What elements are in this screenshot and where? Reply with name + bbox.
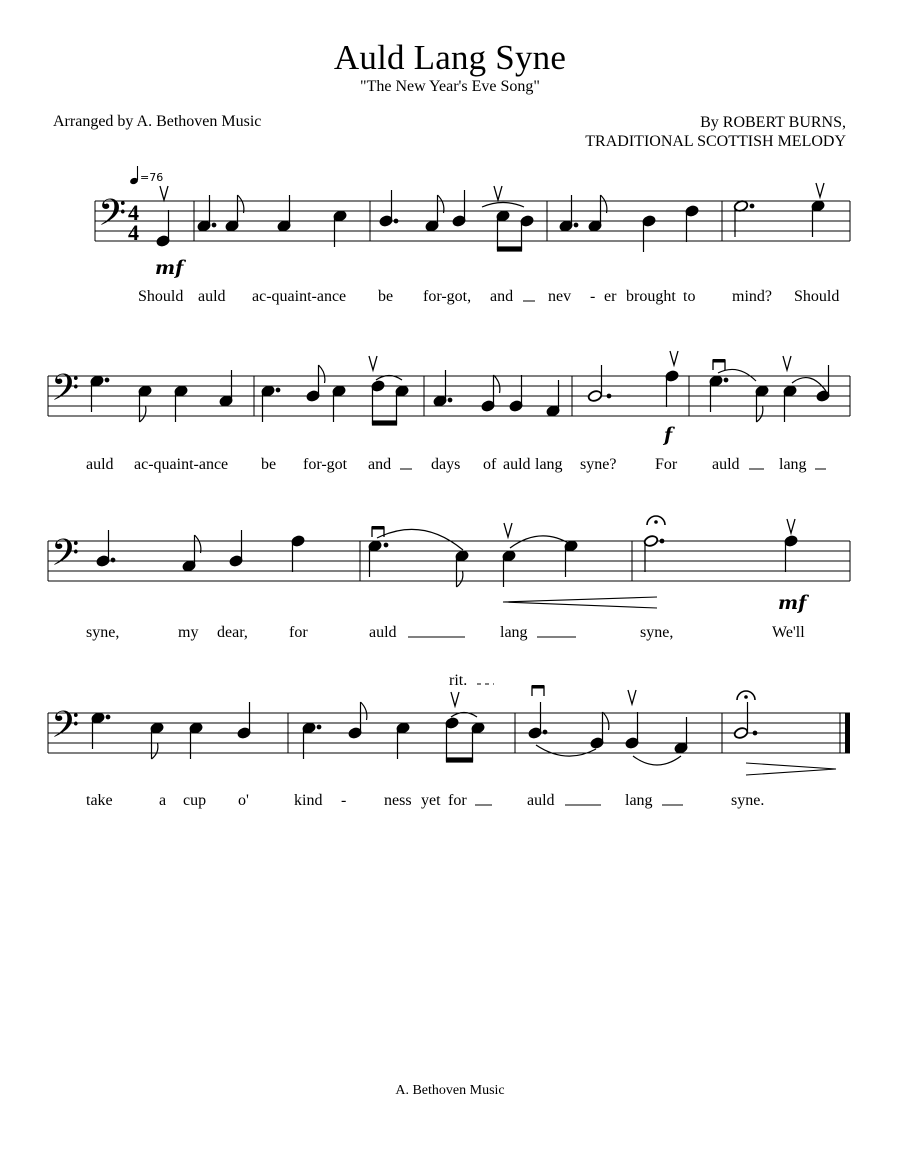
lyric-syllable: For	[655, 456, 678, 473]
lyric-syllable: lang	[625, 792, 653, 809]
lyric-syllable: ness	[384, 792, 412, 809]
bass-clef-icon: 𝄢	[51, 704, 80, 755]
page-subtitle: "The New Year's Eve Song"	[360, 78, 540, 95]
final-barline	[845, 713, 850, 753]
lyric-syllable: auld	[527, 792, 555, 809]
bass-clef-icon: 𝄢	[98, 192, 127, 243]
composer-line-1: By ROBERT BURNS,	[700, 114, 846, 131]
lyric-syllable: -	[341, 792, 347, 809]
time-signature-bottom: 4	[128, 220, 139, 245]
lyric-syllable: to	[683, 288, 696, 305]
lyric-syllable: for	[448, 792, 467, 809]
page-footer: A. Bethoven Music	[395, 1083, 505, 1098]
lyrics-line-4	[86, 792, 764, 809]
composer-line-2: TRADITIONAL SCOTTISH MELODY	[585, 133, 846, 150]
lyric-syllable: auld	[198, 288, 226, 305]
staff-system-4	[48, 672, 850, 809]
dynamic-mf-1: mf	[155, 257, 184, 279]
lyric-syllable: my	[178, 624, 199, 641]
lyric-syllable: for	[289, 624, 308, 641]
lyric-syllable: lang	[779, 456, 807, 473]
lyrics-line-3	[86, 624, 805, 641]
lyric-syllable: We'll	[772, 624, 805, 641]
lyric-syllable: lang	[500, 624, 528, 641]
staff-system-2	[48, 351, 850, 473]
crescendo-hairpin	[503, 597, 657, 608]
lyric-syllable: auld	[86, 456, 114, 473]
lyric-syllable: and	[490, 288, 514, 305]
lyric-syllable: Should	[138, 288, 184, 305]
bass-clef-icon: 𝄢	[51, 532, 80, 583]
lyric-syllable: take	[86, 792, 113, 809]
lyric-syllable: days	[431, 456, 461, 473]
lyric-syllable: cup	[183, 792, 207, 809]
staff-system-1	[95, 166, 850, 305]
lyric-syllable: of	[483, 456, 497, 473]
arranger-credit: Arranged by A. Bethoven Music	[53, 113, 262, 130]
lyric-syllable: syne,	[86, 624, 120, 641]
lyrics-line-2	[86, 456, 826, 473]
lyric-syllable: mind?	[732, 288, 772, 305]
lyric-syllable: be	[261, 456, 277, 473]
time-signature-top: 4	[128, 200, 139, 225]
lyric-syllable: syne,	[640, 624, 674, 641]
lyric-syllable: a	[159, 792, 167, 809]
lyric-syllable: ac-quaint-ance	[252, 288, 347, 305]
page-title: Auld Lang Syne	[333, 38, 567, 77]
tempo-marking	[129, 166, 163, 185]
lyric-syllable: nev	[548, 288, 572, 305]
tempo-value: =76	[140, 171, 164, 184]
lyric-syllable: be	[378, 288, 394, 305]
lyric-syllable: Should	[794, 288, 840, 305]
lyrics-line-1	[138, 288, 839, 305]
lyric-syllable: yet	[421, 792, 441, 809]
lyric-syllable: ac-quaint-ance	[134, 456, 229, 473]
dynamic-f: f	[664, 424, 673, 446]
lyric-syllable: dear,	[217, 624, 248, 641]
lyric-syllable: for-got,	[423, 288, 472, 305]
lyric-syllable: auld	[712, 456, 740, 473]
dynamic-mf-2: mf	[778, 592, 807, 614]
lyric-syllable: -	[590, 288, 596, 305]
lyric-syllable: o'	[238, 792, 249, 809]
lyric-syllable: and	[368, 456, 392, 473]
staff-system-3	[48, 516, 850, 641]
bass-clef-icon: 𝄢	[51, 367, 80, 418]
lyric-syllable: er	[604, 288, 617, 305]
lyric-syllable: syne?	[580, 456, 617, 473]
lyric-syllable: for-got	[303, 456, 348, 473]
lyric-syllable: kind	[294, 792, 323, 809]
lyric-syllable: syne.	[731, 792, 765, 809]
lyric-syllable: lang	[535, 456, 563, 473]
decrescendo-hairpin	[746, 763, 836, 775]
ritardando-text: rit.	[449, 672, 468, 689]
lyric-syllable: auld	[503, 456, 531, 473]
lyric-syllable: brought	[626, 288, 676, 305]
lyric-syllable: auld	[369, 624, 397, 641]
